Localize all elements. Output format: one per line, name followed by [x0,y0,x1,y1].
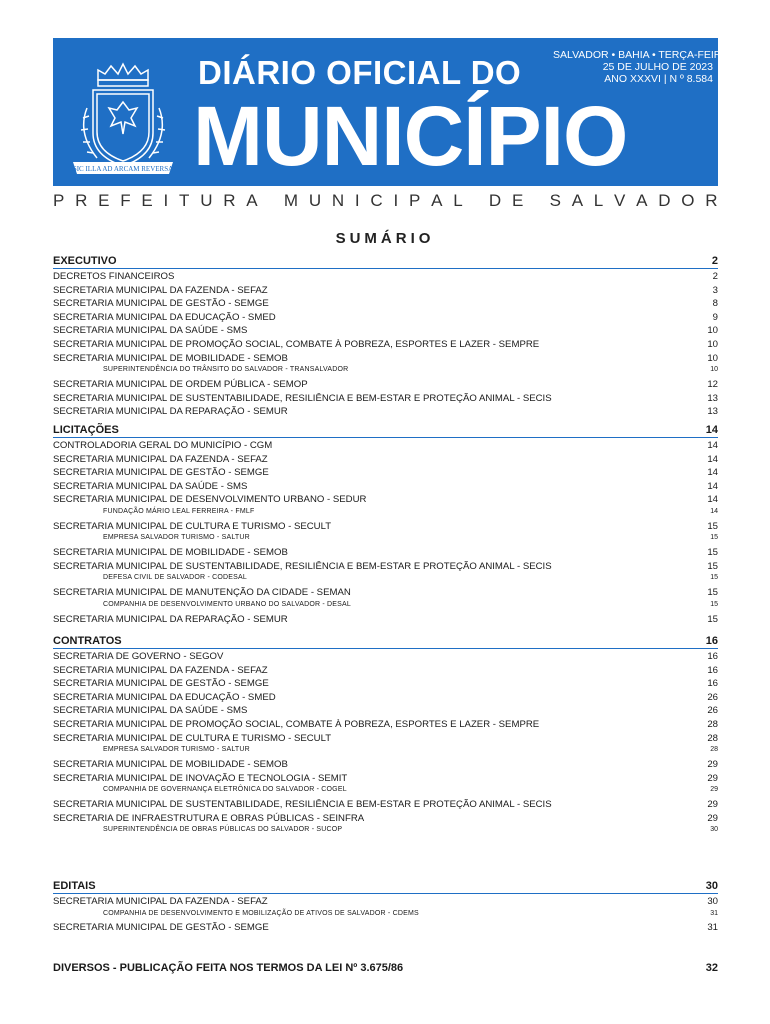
section-title: DIVERSOS - PUBLICAÇÃO FEITA NOS TERMOS DA LEI Nº 3.675/86 [53,962,404,974]
toc-entry[interactable] [53,587,718,598]
toc-entry[interactable] [53,467,718,478]
toc-subentry[interactable] [53,534,718,541]
entry-page: 31 [710,909,718,917]
prefeitura-letter: E [141,191,153,210]
prefeitura-letter: D [488,191,502,210]
edition-number: ANO XXXVI | N º 8.584 [604,73,713,85]
crest-motto: SIC ILLA AD ARCAM REVERSA [72,165,174,173]
prefeitura-letter: V [614,191,626,210]
entry-label: COMPANHIA DE DESENVOLVIMENTO E MOBILIZAÇÃO DE ATIVOS DE SALVADOR - CDEMS [103,909,419,917]
entry-page: 13 [707,392,718,404]
entry-page: 31 [707,922,718,934]
entry-page: 30 [707,896,718,907]
prefeitura-letter: N [331,191,345,210]
toc-entry[interactable] [53,521,718,532]
section-heading[interactable] [53,424,718,438]
entry-label: SECRETARIA MUNICIPAL DE GESTÃO - SEMGE [53,922,269,934]
toc-entry[interactable] [53,393,718,404]
entry-label: DECRETOS FINANCEIROS [53,271,175,282]
entry-page: 29 [707,799,718,810]
entry-page: 12 [707,379,718,390]
toc-entry[interactable] [53,665,718,676]
section-page: 2 [711,255,718,267]
entry-page: 10 [707,352,718,364]
prefeitura-letter: T [179,191,190,210]
entry-label: SECRETARIA MUNICIPAL DA REPARAÇÃO - SEMUR [53,406,288,418]
toc-entry[interactable] [53,922,718,933]
entry-label: SECRETARIA MUNICIPAL DE ORDEM PÚBLICA - SEMOP [53,379,308,390]
section-page: 16 [705,635,718,647]
toc-entry[interactable] [53,614,718,625]
toc-entry[interactable] [53,799,718,810]
prefeitura-letter: I [354,191,360,210]
toc-entry[interactable] [53,733,718,744]
prefeitura-letter: M [283,191,299,210]
toc-entry[interactable] [53,353,718,364]
entry-page: 15 [710,574,718,582]
entry-label: SECRETARIA MUNICIPAL DE MOBILIDADE - SEMOB [53,547,288,559]
prefeitura-letter: L [593,191,604,210]
toc-entry[interactable] [53,651,718,662]
entry-page: 16 [707,678,718,690]
toc-entry[interactable] [53,813,718,824]
entry-page: 10 [707,339,718,350]
entry-label: COMPANHIA DE DESENVOLVIMENTO URBANO DO SALVADOR - DESAL [103,600,352,608]
entry-label: EMPRESA SALVADOR TURISMO - SALTUR [103,534,250,542]
entry-page: 15 [707,587,718,599]
section-title: CONTRATOS [53,635,122,647]
toc-entry[interactable] [53,692,718,703]
prefeitura-letter [534,191,539,213]
prefeitura-letter: L [453,191,463,210]
toc-entry[interactable] [53,547,718,558]
entry-page: 14 [707,453,718,465]
toc-entry[interactable] [53,298,718,309]
prefeitura-letter: I [163,191,169,210]
entry-label: SUPERINTENDÊNCIA DO TRÂNSITO DO SALVADOR - TRANSALVADOR [103,366,349,374]
toc-entry[interactable] [53,494,718,505]
entry-label: SECRETARIA MUNICIPAL DE GESTÃO - SEMGE [53,298,269,310]
prefeitura-letter: R [75,191,88,210]
entry-page: 29 [710,786,718,794]
prefeitura-letter: R [705,191,718,210]
entry-page: 29 [707,812,718,824]
toc-entry[interactable] [53,678,718,689]
entry-label: SECRETARIA DE GOVERNO - SEGOV [53,651,224,662]
prefeitura-letter: U [308,191,322,210]
entry-label: SECRETARIA MUNICIPAL DA FAZENDA - SEFAZ [53,284,268,296]
entry-label: SECRETARIA MUNICIPAL DA SAÚDE - SMS [53,480,248,492]
entry-label: SECRETARIA MUNICIPAL DE MOBILIDADE - SEMOB [53,352,288,364]
entry-page: 15 [707,613,718,625]
section-heading[interactable] [53,880,718,894]
entry-page: 29 [707,772,718,784]
entry-page: 2 [712,271,718,282]
summary-title: SUMÁRIO [335,230,435,247]
entry-label: SECRETARIA MUNICIPAL DA FAZENDA - SEFAZ [53,453,268,465]
toc-entry[interactable] [53,454,718,465]
toc-subentry[interactable] [53,508,718,515]
toc-entry[interactable] [53,773,718,784]
toc-subentry[interactable] [53,746,718,753]
entry-page: 16 [707,651,718,662]
entry-page: 14 [707,440,718,451]
toc-subentry[interactable] [53,366,718,373]
prefeitura-letter: R [223,191,236,210]
section-page: 14 [705,424,718,436]
prefeitura-letter: P [408,191,421,210]
entry-label: SECRETARIA MUNICIPAL DA REPARAÇÃO - SEMUR [53,613,288,625]
entry-label: COMPANHIA DE GOVERNANÇA ELETRÔNICA DO SALVADOR - COGEL [103,786,347,794]
section-title: LICITAÇÕES [53,424,119,436]
toc-entry[interactable] [53,339,718,350]
entry-page: 15 [710,534,718,542]
entry-label: SECRETARIA MUNICIPAL DA SAÚDE - SMS [53,705,248,717]
entry-label: SUPERINTENDÊNCIA DE OBRAS PÚBLICAS DO SALVADOR - SUCOP [103,826,343,834]
entry-label: SECRETARIA MUNICIPAL DA FAZENDA - SEFAZ [53,896,268,907]
masthead-title-small: DIÁRIO OFICIAL DO [198,54,522,91]
toc-entry[interactable] [53,440,718,451]
masthead [53,38,732,186]
entry-page: 28 [707,732,718,744]
entry-label: SECRETARIA MUNICIPAL DE GESTÃO - SEMGE [53,678,269,690]
section-heading[interactable] [53,962,718,975]
entry-label: SECRETARIA MUNICIPAL DE SUSTENTABILIDADE, RESILIÊNCIA E BEM-ESTAR E PROTEÇÃO ANIMAL - SECIS [53,560,552,572]
prefeitura-letter: A [636,191,648,210]
entry-label: DEFESA CIVIL DE SALVADOR - CODESAL [103,574,247,582]
entry-page: 28 [710,746,718,754]
entry-page: 29 [707,759,718,770]
toc-entry[interactable] [53,759,718,770]
entry-page: 3 [712,284,718,296]
entry-label: SECRETARIA MUNICIPAL DA EDUCAÇÃO - SMED [53,311,276,323]
entry-page: 15 [707,560,718,572]
entry-label: SECRETARIA MUNICIPAL DA SAÚDE - SMS [53,325,248,337]
entry-page: 13 [707,406,718,418]
prefeitura-letter: A [571,191,584,210]
prefeitura-letter: A [246,191,258,210]
prefeitura-subtitle [53,191,718,213]
entry-page: 26 [707,691,718,703]
toc-entry[interactable] [53,271,718,282]
toc-entry[interactable] [53,705,718,716]
toc-entry[interactable] [53,379,718,390]
masthead-title-big: MUNICÍPIO [193,89,628,183]
toc-entry[interactable] [53,312,718,323]
place-date: SALVADOR • BAHIA • TERÇA-FEIRA, [553,49,732,61]
section-title: EDITAIS [53,880,96,892]
entry-label: SECRETARIA MUNICIPAL DE GESTÃO - SEMGE [53,467,269,479]
toc-subentry[interactable] [53,601,718,608]
toc-entry[interactable] [53,406,718,417]
section-title: EXECUTIVO [53,255,117,267]
entry-page: 8 [712,298,718,310]
entry-page: 14 [707,480,718,492]
entry-page: 14 [710,508,718,515]
entry-page: 10 [707,325,718,337]
prefeitura-letter [268,191,273,213]
section-heading[interactable] [53,255,718,269]
prefeitura-letter: E [511,191,524,210]
entry-label: SECRETARIA MUNICIPAL DE PROMOÇÃO SOCIAL, COMBATE À POBREZA, ESPORTES E LAZER - SEMPRE [53,339,540,350]
entry-page: 14 [707,494,718,506]
issue-date: 25 DE JULHO DE 2023 [602,61,713,73]
entry-label: SECRETARIA MUNICIPAL DA FAZENDA - SEFAZ [53,664,268,676]
toc-subentry[interactable] [53,574,718,581]
toc-entry[interactable] [53,325,718,336]
toc-entry[interactable] [53,285,718,296]
entry-page: 15 [710,600,718,608]
prefeitura-letter: S [549,191,561,210]
section-page: 30 [705,880,718,892]
section-heading[interactable] [53,635,718,649]
entry-label: SECRETARIA MUNICIPAL DA EDUCAÇÃO - SMED [53,691,276,703]
section-page: 32 [705,962,718,974]
prefeitura-letter [473,191,478,213]
prefeitura-letter: P [53,191,65,210]
entry-page: 15 [707,520,718,532]
entry-label: SECRETARIA MUNICIPAL DE SUSTENTABILIDADE, RESILIÊNCIA E BEM-ESTAR E PROTEÇÃO ANIMAL - SECIS [53,799,552,810]
entry-page: 28 [707,719,718,730]
entry-page: 10 [710,366,718,374]
toc-entry[interactable] [53,561,718,572]
prefeitura-letter: U [200,191,213,210]
prefeitura-letter: D [658,191,671,210]
toc-subentry[interactable] [53,910,718,917]
entry-page: 15 [707,547,718,559]
entry-page: 14 [707,467,718,479]
entry-label: SECRETARIA MUNICIPAL DE MANUTENÇÃO DA CIDADE - SEMAN [53,587,351,599]
toc-entry[interactable] [53,896,718,907]
toc-subentry[interactable] [53,786,718,793]
salvador-coat-of-arms-icon [53,38,193,186]
entry-page: 30 [710,826,718,834]
entry-page: 9 [712,311,718,323]
prefeitura-letter: O [681,191,695,210]
entry-label: SECRETARIA MUNICIPAL DE CULTURA E TURISMO - SECULT [53,520,332,532]
entry-label: FUNDAÇÃO MÁRIO LEAL FERREIRA - FMLF [103,508,255,515]
toc-entry[interactable] [53,481,718,492]
entry-label: SECRETARIA DE INFRAESTRUTURA E OBRAS PÚBLICAS - SEINFRA [53,812,365,824]
entry-label: SECRETARIA MUNICIPAL DE CULTURA E TURISMO - SECULT [53,732,332,744]
prefeitura-letter: A [431,191,443,210]
prefeitura-letter: C [370,191,383,210]
entry-label: SECRETARIA MUNICIPAL DE PROMOÇÃO SOCIAL, COMBATE À POBREZA, ESPORTES E LAZER - SEMPRE [53,719,540,730]
edition-info [553,49,732,85]
entry-label: SECRETARIA MUNICIPAL DE INOVAÇÃO E TECNOLOGIA - SEMIT [53,772,348,784]
prefeitura-letter: E [98,191,110,210]
entry-label: CONTROLADORIA GERAL DO MUNICÍPIO - CGM [53,440,273,451]
entry-page: 16 [707,664,718,676]
prefeitura-letter: I [393,191,399,210]
entry-page: 26 [707,705,718,717]
entry-label: SECRETARIA MUNICIPAL DE SUSTENTABILIDADE, RESILIÊNCIA E BEM-ESTAR E PROTEÇÃO ANIMAL - SECIS [53,392,552,404]
entry-label: EMPRESA SALVADOR TURISMO - SALTUR [103,746,250,754]
toc-subentry[interactable] [53,826,718,833]
entry-label: SECRETARIA MUNICIPAL DE DESENVOLVIMENTO URBANO - SEDUR [53,494,367,506]
toc-entry[interactable] [53,719,718,730]
entry-label: SECRETARIA MUNICIPAL DE MOBILIDADE - SEMOB [53,759,288,770]
prefeitura-letter: F [120,191,131,210]
